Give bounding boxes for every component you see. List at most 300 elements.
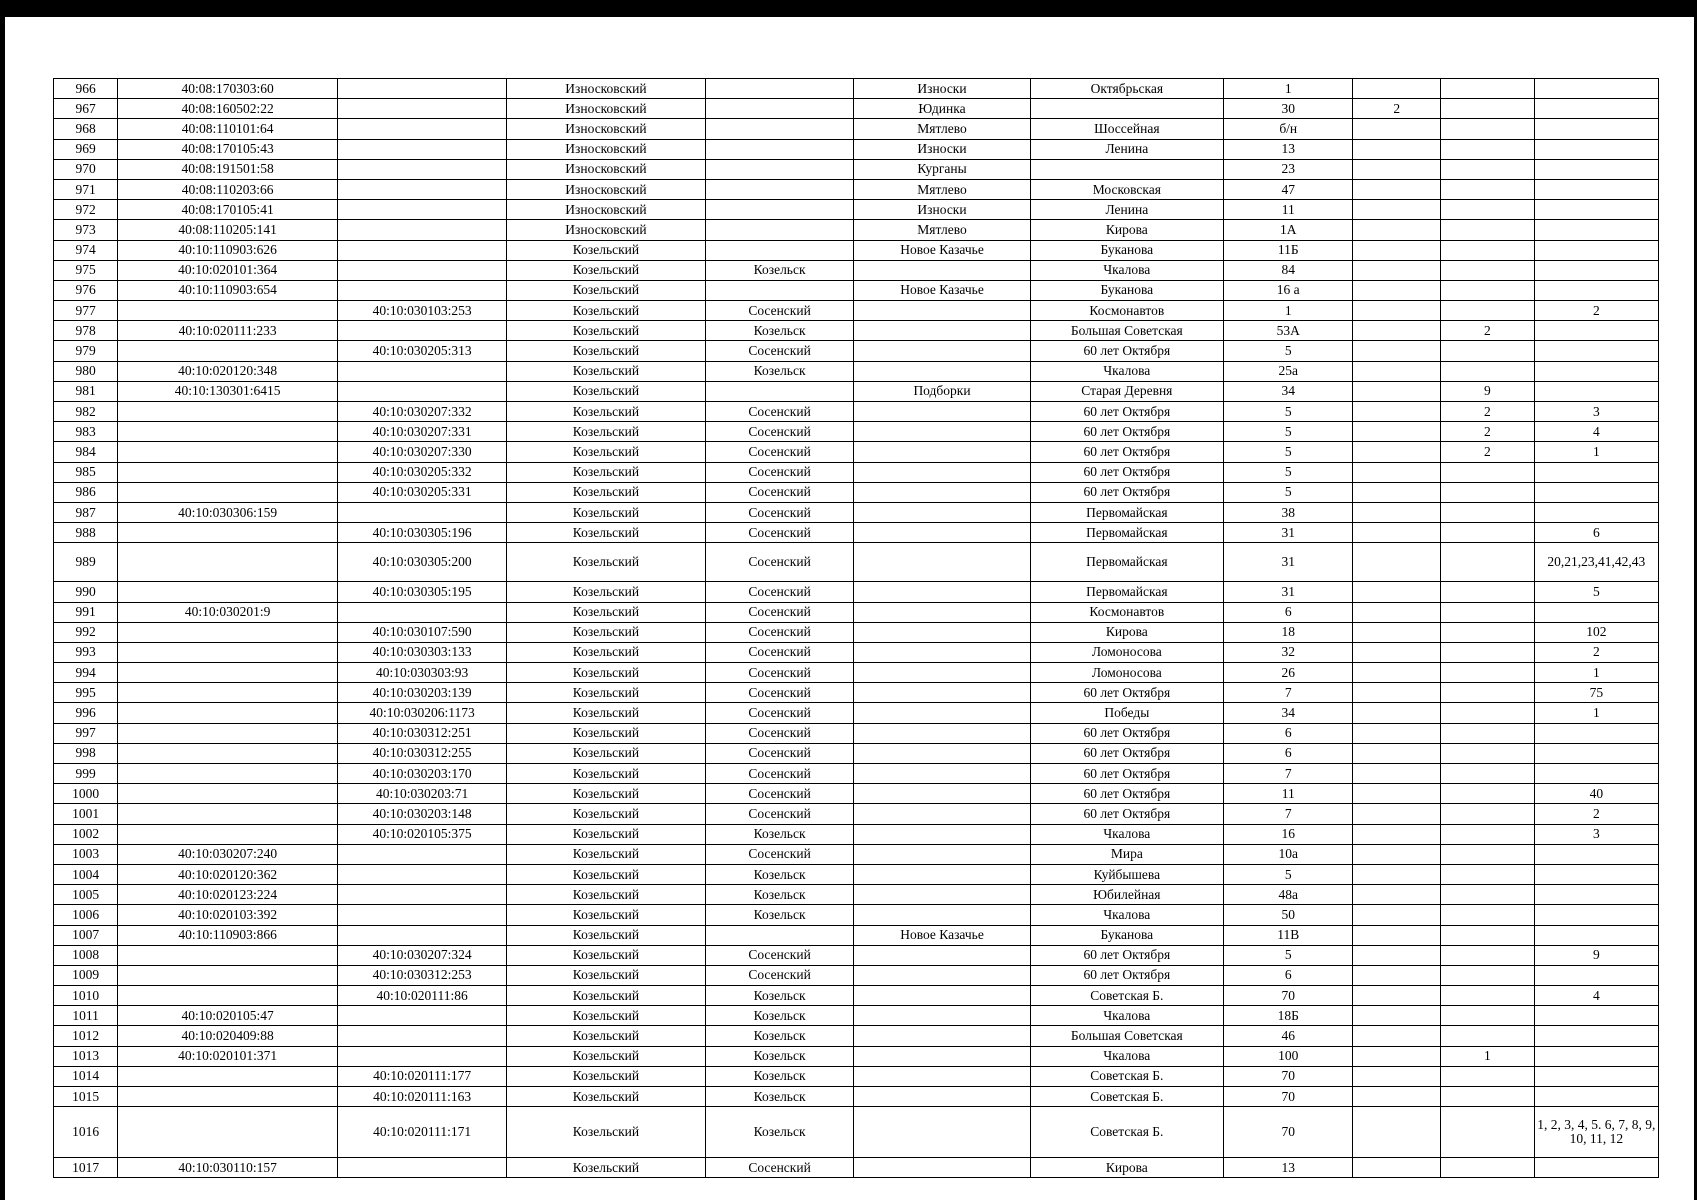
cell-structure [1440, 804, 1534, 824]
cell-structure: 2 [1440, 442, 1534, 462]
cell-street: 60 лет Октября [1030, 683, 1223, 703]
cell-city: Сосенский [705, 582, 854, 602]
cell-district: Козельский [507, 442, 706, 462]
cell-building-cadastral [118, 523, 338, 543]
table-row [54, 482, 1659, 502]
cell-settlement [854, 986, 1030, 1006]
cell-settlement: Мятлево [854, 179, 1030, 199]
cell-premises: 2 [1534, 642, 1658, 662]
cell-building-cadastral [118, 1087, 338, 1107]
cell-district: Козельский [507, 422, 706, 442]
cell-building-block [1353, 1066, 1441, 1086]
cell-city [705, 119, 854, 139]
cell-building-block [1353, 543, 1441, 582]
cell-street: Шоссейная [1030, 119, 1223, 139]
cell-settlement: Курганы [854, 159, 1030, 179]
table-row [54, 965, 1659, 985]
cell-city [705, 925, 854, 945]
cell-street: Чкалова [1030, 824, 1223, 844]
cell-street: Кирова [1030, 1158, 1223, 1178]
cell-settlement [854, 683, 1030, 703]
cell-building-cadastral: 40:10:020105:47 [118, 1006, 338, 1026]
cell-building-block [1353, 301, 1441, 321]
cell-house: 34 [1224, 381, 1353, 401]
cell-settlement: Новое Казачье [854, 925, 1030, 945]
cell-premises [1534, 280, 1658, 300]
cell-city: Козельск [705, 1046, 854, 1066]
cell-settlement [854, 543, 1030, 582]
cell-structure [1440, 1158, 1534, 1178]
cell-structure [1440, 723, 1534, 743]
cell-row-number: 1014 [54, 1066, 118, 1086]
cell-street: Октябрьская [1030, 79, 1223, 99]
cell-city: Сосенский [705, 764, 854, 784]
table-row [54, 341, 1659, 361]
cell-building-block [1353, 824, 1441, 844]
cell-city: Сосенский [705, 663, 854, 683]
cell-building-block [1353, 220, 1441, 240]
cell-row-number: 968 [54, 119, 118, 139]
cell-premises: 40 [1534, 784, 1658, 804]
cell-row-number: 1000 [54, 784, 118, 804]
cell-district: Козельский [507, 543, 706, 582]
cell-settlement [854, 622, 1030, 642]
table-row [54, 683, 1659, 703]
cell-premises: 75 [1534, 683, 1658, 703]
cell-building-cadastral: 40:10:110903:866 [118, 925, 338, 945]
cell-row-number: 989 [54, 543, 118, 582]
cell-settlement [854, 885, 1030, 905]
cell-structure [1440, 844, 1534, 864]
cell-building-cadastral [118, 743, 338, 763]
cell-district: Козельский [507, 381, 706, 401]
cell-structure: 1 [1440, 1046, 1534, 1066]
cell-structure [1440, 986, 1534, 1006]
cell-house: 6 [1224, 965, 1353, 985]
table-row [54, 703, 1659, 723]
cell-building-block [1353, 804, 1441, 824]
cell-premises-cadastral: 40:10:020105:375 [338, 824, 507, 844]
cell-district: Козельский [507, 462, 706, 482]
cell-settlement [854, 905, 1030, 925]
cell-premises-cadastral: 40:10:030103:253 [338, 301, 507, 321]
cell-building-block [1353, 523, 1441, 543]
cell-house: 100 [1224, 1046, 1353, 1066]
cell-premises-cadastral: 40:10:030205:313 [338, 341, 507, 361]
cell-structure: 2 [1440, 402, 1534, 422]
cell-row-number: 966 [54, 79, 118, 99]
cell-district: Козельский [507, 361, 706, 381]
cell-settlement [854, 321, 1030, 341]
cell-settlement [854, 824, 1030, 844]
cell-settlement [854, 804, 1030, 824]
cell-premises-cadastral: 40:10:030305:195 [338, 582, 507, 602]
cell-city [705, 179, 854, 199]
cell-building-block [1353, 764, 1441, 784]
cell-district: Козельский [507, 925, 706, 945]
cell-district: Козельский [507, 864, 706, 884]
table-row [54, 159, 1659, 179]
cell-street: Московская [1030, 179, 1223, 199]
cell-premises [1534, 99, 1658, 119]
cell-city: Козельск [705, 1107, 854, 1158]
table-row [54, 79, 1659, 99]
cell-building-block [1353, 703, 1441, 723]
cell-building-block [1353, 280, 1441, 300]
cell-row-number: 979 [54, 341, 118, 361]
cell-row-number: 983 [54, 422, 118, 442]
table-row [54, 642, 1659, 662]
cell-premises-cadastral: 40:10:030205:331 [338, 482, 507, 502]
cell-city: Сосенский [705, 622, 854, 642]
cell-street: 60 лет Октября [1030, 764, 1223, 784]
cell-settlement [854, 642, 1030, 662]
table-row [54, 361, 1659, 381]
cell-building-cadastral [118, 442, 338, 462]
cell-building-block [1353, 743, 1441, 763]
cell-city: Сосенский [705, 723, 854, 743]
cell-row-number: 995 [54, 683, 118, 703]
table-row [54, 1046, 1659, 1066]
cell-premises-cadastral [338, 159, 507, 179]
cell-building-cadastral [118, 703, 338, 723]
cell-street: Большая Советская [1030, 321, 1223, 341]
cell-city [705, 220, 854, 240]
cell-structure [1440, 1107, 1534, 1158]
cell-house: 1 [1224, 79, 1353, 99]
cell-structure: 9 [1440, 381, 1534, 401]
cell-settlement [854, 482, 1030, 502]
cell-district: Козельский [507, 523, 706, 543]
cell-city: Сосенский [705, 703, 854, 723]
cell-street: Первомайская [1030, 523, 1223, 543]
cell-settlement: Юдинка [854, 99, 1030, 119]
cell-settlement [854, 442, 1030, 462]
cell-street: 60 лет Октября [1030, 341, 1223, 361]
table-row [54, 905, 1659, 925]
cell-building-cadastral [118, 986, 338, 1006]
cell-settlement [854, 341, 1030, 361]
cell-building-cadastral [118, 784, 338, 804]
cell-structure [1440, 743, 1534, 763]
cell-street: Советская Б. [1030, 1087, 1223, 1107]
cell-premises: 20,21,23,41,42,43 [1534, 543, 1658, 582]
cell-building-block [1353, 502, 1441, 522]
cell-street: Чкалова [1030, 1046, 1223, 1066]
cell-house: 16 [1224, 824, 1353, 844]
table-row [54, 723, 1659, 743]
cell-premises: 3 [1534, 824, 1658, 844]
cell-premises [1534, 361, 1658, 381]
cell-house: 6 [1224, 743, 1353, 763]
cell-building-block [1353, 260, 1441, 280]
cell-building-block [1353, 602, 1441, 622]
cell-building-block [1353, 1158, 1441, 1178]
cell-house: 5 [1224, 341, 1353, 361]
cell-building-block [1353, 622, 1441, 642]
table-row [54, 1066, 1659, 1086]
cell-building-block [1353, 119, 1441, 139]
cell-row-number: 981 [54, 381, 118, 401]
cell-building-cadastral [118, 804, 338, 824]
cell-premises [1534, 723, 1658, 743]
cell-district: Козельский [507, 502, 706, 522]
cell-building-cadastral: 40:10:030207:240 [118, 844, 338, 864]
cell-city [705, 79, 854, 99]
cell-premises-cadastral: 40:10:030305:196 [338, 523, 507, 543]
cell-premises [1534, 79, 1658, 99]
cell-row-number: 974 [54, 240, 118, 260]
cell-premises-cadastral [338, 240, 507, 260]
cell-city [705, 159, 854, 179]
cell-district: Козельский [507, 804, 706, 824]
cell-district: Износковский [507, 99, 706, 119]
cell-settlement [854, 582, 1030, 602]
cell-building-cadastral: 40:08:110205:141 [118, 220, 338, 240]
cell-premises [1534, 885, 1658, 905]
cell-building-cadastral [118, 482, 338, 502]
cell-premises [1534, 925, 1658, 945]
cell-street: Ленина [1030, 139, 1223, 159]
cell-premises: 5 [1534, 582, 1658, 602]
cell-structure: 2 [1440, 422, 1534, 442]
cell-district: Козельский [507, 1158, 706, 1178]
cell-building-cadastral [118, 341, 338, 361]
cell-premises [1534, 864, 1658, 884]
cell-row-number: 976 [54, 280, 118, 300]
cell-house: 6 [1224, 602, 1353, 622]
cell-premises [1534, 905, 1658, 925]
cell-premises-cadastral [338, 1158, 507, 1178]
cell-settlement [854, 602, 1030, 622]
cell-building-cadastral: 40:10:020123:224 [118, 885, 338, 905]
cell-row-number: 1010 [54, 986, 118, 1006]
cell-district: Козельский [507, 784, 706, 804]
cell-district: Износковский [507, 159, 706, 179]
cell-building-cadastral [118, 663, 338, 683]
cell-building-cadastral: 40:10:020120:362 [118, 864, 338, 884]
cell-city: Сосенский [705, 341, 854, 361]
cell-building-block [1353, 402, 1441, 422]
cell-premises-cadastral: 40:10:030203:139 [338, 683, 507, 703]
cell-settlement [854, 663, 1030, 683]
cell-row-number: 992 [54, 622, 118, 642]
cell-building-cadastral: 40:08:160502:22 [118, 99, 338, 119]
cell-building-block [1353, 1107, 1441, 1158]
cell-city: Сосенский [705, 784, 854, 804]
cell-structure [1440, 301, 1534, 321]
cell-premises-cadastral: 40:10:020111:177 [338, 1066, 507, 1086]
table-row [54, 442, 1659, 462]
cell-row-number: 1002 [54, 824, 118, 844]
table-row [54, 804, 1659, 824]
cell-building-cadastral [118, 1066, 338, 1086]
cell-building-cadastral: 40:10:020120:348 [118, 361, 338, 381]
cell-street: Юбилейная [1030, 885, 1223, 905]
cell-house: 26 [1224, 663, 1353, 683]
cell-row-number: 975 [54, 260, 118, 280]
cell-district: Козельский [507, 602, 706, 622]
cell-premises [1534, 844, 1658, 864]
cell-street: Чкалова [1030, 905, 1223, 925]
cell-city: Сосенский [705, 1158, 854, 1178]
cell-settlement [854, 723, 1030, 743]
cell-street: 60 лет Октября [1030, 743, 1223, 763]
scan-left-border [0, 0, 5, 1200]
cell-settlement [854, 1066, 1030, 1086]
table-row [54, 864, 1659, 884]
cell-row-number: 1007 [54, 925, 118, 945]
cell-premises-cadastral: 40:10:030312:255 [338, 743, 507, 763]
cell-street: Ломоносова [1030, 642, 1223, 662]
cell-building-block [1353, 240, 1441, 260]
cell-row-number: 1001 [54, 804, 118, 824]
cell-row-number: 971 [54, 179, 118, 199]
cell-structure [1440, 1066, 1534, 1086]
cell-street: Первомайская [1030, 582, 1223, 602]
cell-district: Козельский [507, 1066, 706, 1086]
cell-premises: 1 [1534, 703, 1658, 723]
cell-premises [1534, 1087, 1658, 1107]
cell-settlement: Новое Казачье [854, 280, 1030, 300]
cell-district: Козельский [507, 945, 706, 965]
cell-building-cadastral [118, 965, 338, 985]
table-row [54, 844, 1659, 864]
cell-building-cadastral: 40:08:170105:43 [118, 139, 338, 159]
cell-premises [1534, 200, 1658, 220]
cell-building-cadastral [118, 301, 338, 321]
cell-premises: 4 [1534, 422, 1658, 442]
cell-structure [1440, 905, 1534, 925]
cell-building-cadastral: 40:08:170105:41 [118, 200, 338, 220]
cell-house: 6 [1224, 723, 1353, 743]
table-row [54, 1107, 1659, 1158]
cell-building-cadastral: 40:08:170303:60 [118, 79, 338, 99]
table-row [54, 119, 1659, 139]
cell-row-number: 1012 [54, 1026, 118, 1046]
cell-district: Козельский [507, 824, 706, 844]
cell-row-number: 997 [54, 723, 118, 743]
cell-premises: 2 [1534, 301, 1658, 321]
cell-building-cadastral: 40:08:191501:58 [118, 159, 338, 179]
cell-premises-cadastral: 40:10:030107:590 [338, 622, 507, 642]
cell-city: Сосенский [705, 804, 854, 824]
cell-structure [1440, 602, 1534, 622]
table-row [54, 139, 1659, 159]
cell-house: 30 [1224, 99, 1353, 119]
cell-house: 5 [1224, 442, 1353, 462]
cell-row-number: 1015 [54, 1087, 118, 1107]
cell-settlement [854, 422, 1030, 442]
cell-house: 5 [1224, 864, 1353, 884]
cell-street: Советская Б. [1030, 986, 1223, 1006]
cell-settlement [854, 462, 1030, 482]
cell-building-block [1353, 965, 1441, 985]
cell-premises-cadastral: 40:10:030207:324 [338, 945, 507, 965]
cell-house: 11 [1224, 784, 1353, 804]
cell-building-block [1353, 200, 1441, 220]
cell-building-cadastral: 40:10:110903:626 [118, 240, 338, 260]
cell-street: 60 лет Октября [1030, 462, 1223, 482]
cell-city: Сосенский [705, 945, 854, 965]
cell-premises [1534, 764, 1658, 784]
cell-building-block [1353, 139, 1441, 159]
cell-house: 31 [1224, 523, 1353, 543]
cell-street: Первомайская [1030, 502, 1223, 522]
cell-structure [1440, 543, 1534, 582]
cell-district: Козельский [507, 723, 706, 743]
cell-building-cadastral: 40:08:110101:64 [118, 119, 338, 139]
table-row [54, 179, 1659, 199]
cell-row-number: 969 [54, 139, 118, 159]
cell-building-cadastral: 40:10:030110:157 [118, 1158, 338, 1178]
cell-building-block [1353, 361, 1441, 381]
cell-building-block [1353, 683, 1441, 703]
cell-city: Козельск [705, 361, 854, 381]
cell-building-cadastral [118, 462, 338, 482]
cell-row-number: 996 [54, 703, 118, 723]
cell-street: 60 лет Октября [1030, 784, 1223, 804]
cell-district: Козельский [507, 764, 706, 784]
cell-structure [1440, 79, 1534, 99]
cell-settlement [854, 402, 1030, 422]
cell-house: 1 [1224, 301, 1353, 321]
cell-premises-cadastral: 40:10:020111:171 [338, 1107, 507, 1158]
cell-premises [1534, 139, 1658, 159]
cell-building-cadastral [118, 945, 338, 965]
cell-premises-cadastral [338, 220, 507, 240]
cell-building-block [1353, 945, 1441, 965]
cell-premises-cadastral: 40:10:030207:330 [338, 442, 507, 462]
cell-house: 32 [1224, 642, 1353, 662]
table-row [54, 523, 1659, 543]
cell-street: 60 лет Октября [1030, 482, 1223, 502]
cell-city: Козельск [705, 864, 854, 884]
cell-city: Сосенский [705, 402, 854, 422]
cell-premises [1534, 1158, 1658, 1178]
cell-district: Износковский [507, 79, 706, 99]
cell-street: Буканова [1030, 280, 1223, 300]
cell-house: 34 [1224, 703, 1353, 723]
cell-street: 60 лет Октября [1030, 945, 1223, 965]
cell-premises-cadastral [338, 119, 507, 139]
cell-premises [1534, 602, 1658, 622]
cell-house: 46 [1224, 1026, 1353, 1046]
cell-city: Сосенский [705, 602, 854, 622]
cell-building-cadastral [118, 402, 338, 422]
cell-district: Козельский [507, 743, 706, 763]
cell-city: Сосенский [705, 844, 854, 864]
cell-building-cadastral: 40:10:020101:364 [118, 260, 338, 280]
cell-district: Козельский [507, 683, 706, 703]
cell-district: Износковский [507, 119, 706, 139]
cell-district: Козельский [507, 280, 706, 300]
cell-row-number: 998 [54, 743, 118, 763]
cell-street [1030, 159, 1223, 179]
cell-building-block [1353, 159, 1441, 179]
cell-premises [1534, 965, 1658, 985]
cell-premises: 102 [1534, 622, 1658, 642]
cell-row-number: 1013 [54, 1046, 118, 1066]
cell-premises-cadastral: 40:10:030312:253 [338, 965, 507, 985]
cell-street: Советская Б. [1030, 1107, 1223, 1158]
cell-building-block [1353, 422, 1441, 442]
cell-city: Сосенский [705, 482, 854, 502]
cell-settlement: Износки [854, 139, 1030, 159]
cell-building-cadastral: 40:08:110203:66 [118, 179, 338, 199]
cell-building-cadastral: 40:10:030306:159 [118, 502, 338, 522]
cell-building-cadastral: 40:10:110903:654 [118, 280, 338, 300]
